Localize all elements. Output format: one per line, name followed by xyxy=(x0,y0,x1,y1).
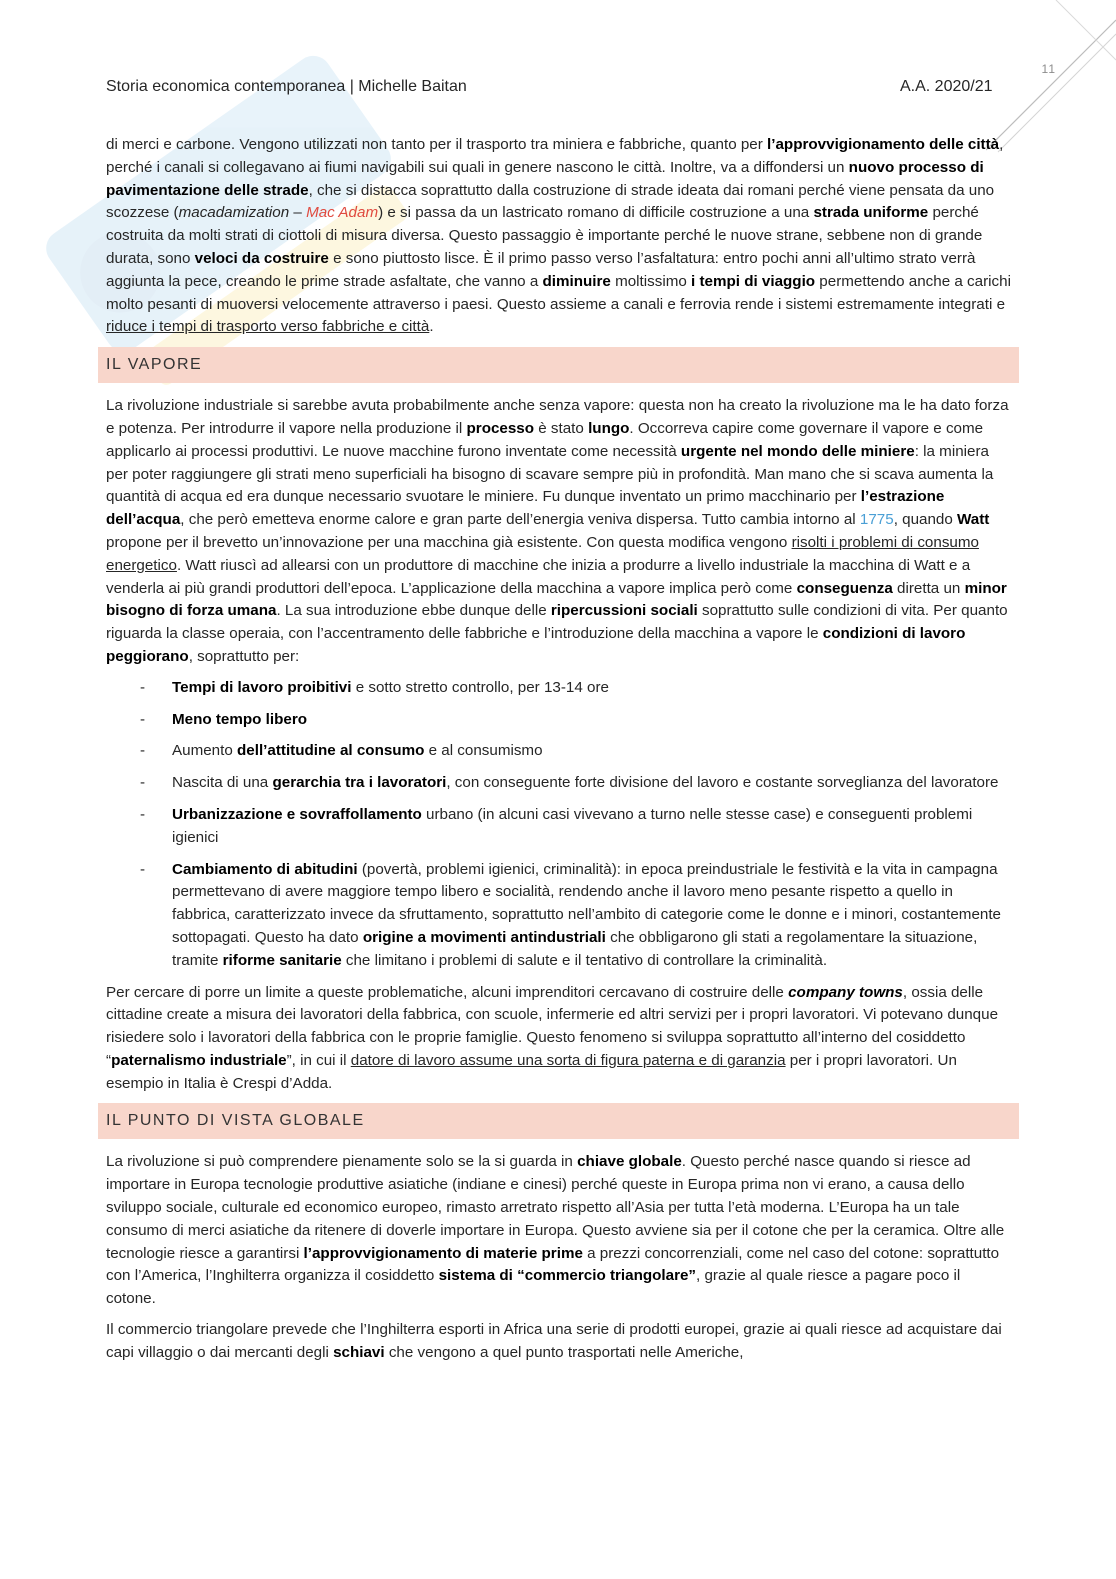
paragraph: La rivoluzione si può comprendere pienamente solo se la si guarda in chiave globale. Questo perché nasce quando si riesce ad importare in Europa tecnologie produttive asiatiche (indiane e cinesi) perché queste in Europa prima non vi erano, a causa dello sviluppo sociale, culturale ed economico europeo, rimasto arretrato rispetto all’Asia per tutta l’età moderna. L’Europa ha un tale consumo di merci asiatiche da ritenere di doverle importare in Europa. Questo avviene sia per il cotone che per la ceramica. Oltre alle tecnologie riesce a garantirsi l’approvvigionamento di materie prime a prezzi concorrenziali, come nel caso del cotone: soprattutto con l’America, l’Inghilterra organizza il cosiddetto sistema di “commercio triangolare”, grazie al quale riesce a pagare poco il cotone. xyxy=(106,1153,1005,1308)
paragraph: Il commercio triangolare prevede che l’Inghilterra esporti in Africa una serie di prodotti europei, grazie ai quali riesce ad acquistare dai capi villaggio o dai mercanti degli schiavi che vengono a quel punto trasportati nelle Americhe, xyxy=(106,1321,1002,1361)
list-item: - Nascita di una gerarchia tra i lavoratori, con conseguente forte divisione del lavoro e costante sorveglianza del lavoratore xyxy=(140,774,999,792)
section-heading-vapore: IL VAPORE xyxy=(98,347,1019,383)
page-number: 11 xyxy=(1041,62,1056,76)
paragraph: di merci e carbone. Vengono utilizzati non tanto per il trasporto tra miniera e fabbriche, quanto per l’approvvigionamento delle città, perché i canali si collegavano ai fiumi navigabili sui quali in genere nascono le città. Inoltre, va a diffondersi un nuovo processo di pavimentazione delle strade, che si distacca soprattutto dalla costruzione di strade ideata dai romani perché viene pensata da uno scozzese (macadamization – Mac Adam) e si passa da un lastricato romano di difficile costruzione a una strada uniforme perché costruita da molti strati di ciottoli di misura diversa. Questo passaggio è importante perché le nuove strane, sebbene non di grande durata, sono veloci da costruire e sono piuttosto lisce. È il primo passo verso l’asfaltatura: entro pochi anni all’ultimo strato verrà aggiunta la pece, creando le prime strade asfaltate, che vanno a diminuire moltissimo i tempi di viaggio permettendo anche a carichi molto pesanti di muoversi velocemente attraverso i paesi. Questo assieme a canali e ferrovia rende i sistemi estremamente integrati e riduce i tempi di trasporto verso fabbriche e città. xyxy=(106,136,1011,336)
header-title: Storia economica contemporanea | Michelle Baitan xyxy=(106,78,467,95)
section-heading-globale: IL PUNTO DI VISTA GLOBALE xyxy=(98,1103,1019,1139)
bullet-list xyxy=(106,677,1011,973)
list-item: - Meno tempo libero xyxy=(140,710,308,728)
list-item: - Cambiamento di abitudini (povertà, problemi igienici, criminalità): in epoca preindustriale le festività e la vita in campagna permettevano di avere maggiore tempo libero e socialità, rendendo anche il lavoro meno pesante rispetto a quello in fabbrica, caratterizzato invece da sfruttamento, soprattutto nell’ambito di categorie come le donne e i minori, costantemente sottopagati. Questo ha dato origine a movimenti antindustriali che obbligarono gli stati a regolamentare la situazione, tramite riforme sanitarie che limitano i problemi di salute e il tentativo di controllare la criminalità. xyxy=(140,860,1002,969)
list-item: - Urbanizzazione e sovraffollamento urbano (in alcuni casi vivevano a turno nelle stesse case) e conseguenti problemi igienici xyxy=(140,805,973,846)
list-item: - Aumento dell’attitudine al consumo e al consumismo xyxy=(140,742,543,760)
document-body xyxy=(106,134,1011,1373)
paragraph: La rivoluzione industriale si sarebbe avuta probabilmente anche senza vapore: questa non ha creato la rivoluzione ma le ha dato forza e potenza. Per introdurre il vapore nella produzione il processo è stato lungo. Occorreva capire come governare il vapore e come applicarlo ai processi produttivi. Le nuove macchine furono inventate come necessità urgente nel mondo delle miniere: la miniera per poter raggiungere gli strati meno superficiali ha bisogno di scavare sempre più in profondità. Man mano che si scava aumenta la quantità di acqua ed era dunque necessario svuotare le miniere. Fu dunque inventato un primo macchinario per l’estrazione dell’acqua, che però emetteva enorme calore e gran parte dell’energia veniva dispersa. Tutto cambia intorno al 1775, quando Watt propone per il brevetto un’innovazione per una macchina già esistente. Con questa modifica vengono risolti i problemi di consumo energetico. Watt riuscì ad allearsi con un produttore di macchine che inizia a produrre a livello industriale la macchina di Watt e a venderla ai più grandi produttori dell’epoca. L’applicazione della macchina a vapore implica però come conseguenza diretta un minor bisogno di forza umana. La sua introduzione ebbe dunque delle ripercussioni sociali soprattutto sulle condizioni di vita. Per quanto riguarda la classe operaia, con l’accentramento delle fabbriche e l’introduzione della macchina a vapore le condizioni di lavoro peggiorano, soprattutto per: xyxy=(106,397,1009,665)
header-academic-year: A.A. 2020/21 xyxy=(900,78,993,95)
paragraph: Per cercare di porre un limite a queste problematiche, alcuni imprenditori cercavano di costruire delle company towns, ossia delle cittadine create a misura dei lavoratori della fabbrica, con scuole, infermerie ed altri servizi per i propri lavoratori. Vi potevano dunque risiedere solo i lavoratori della fabbrica con le proprie famiglie. Questo fenomeno si sviluppa soprattutto all’interno del cosiddetto “paternalismo industriale”, in cui il datore di lavoro assume una sorta di figura paterna e di garanzia per i propri lavoratori. Un esempio in Italia è Crespi d’Adda. xyxy=(106,983,999,1092)
list-item: - Tempi di lavoro proibitivi e sotto stretto controllo, per 13-14 ore xyxy=(140,678,609,696)
